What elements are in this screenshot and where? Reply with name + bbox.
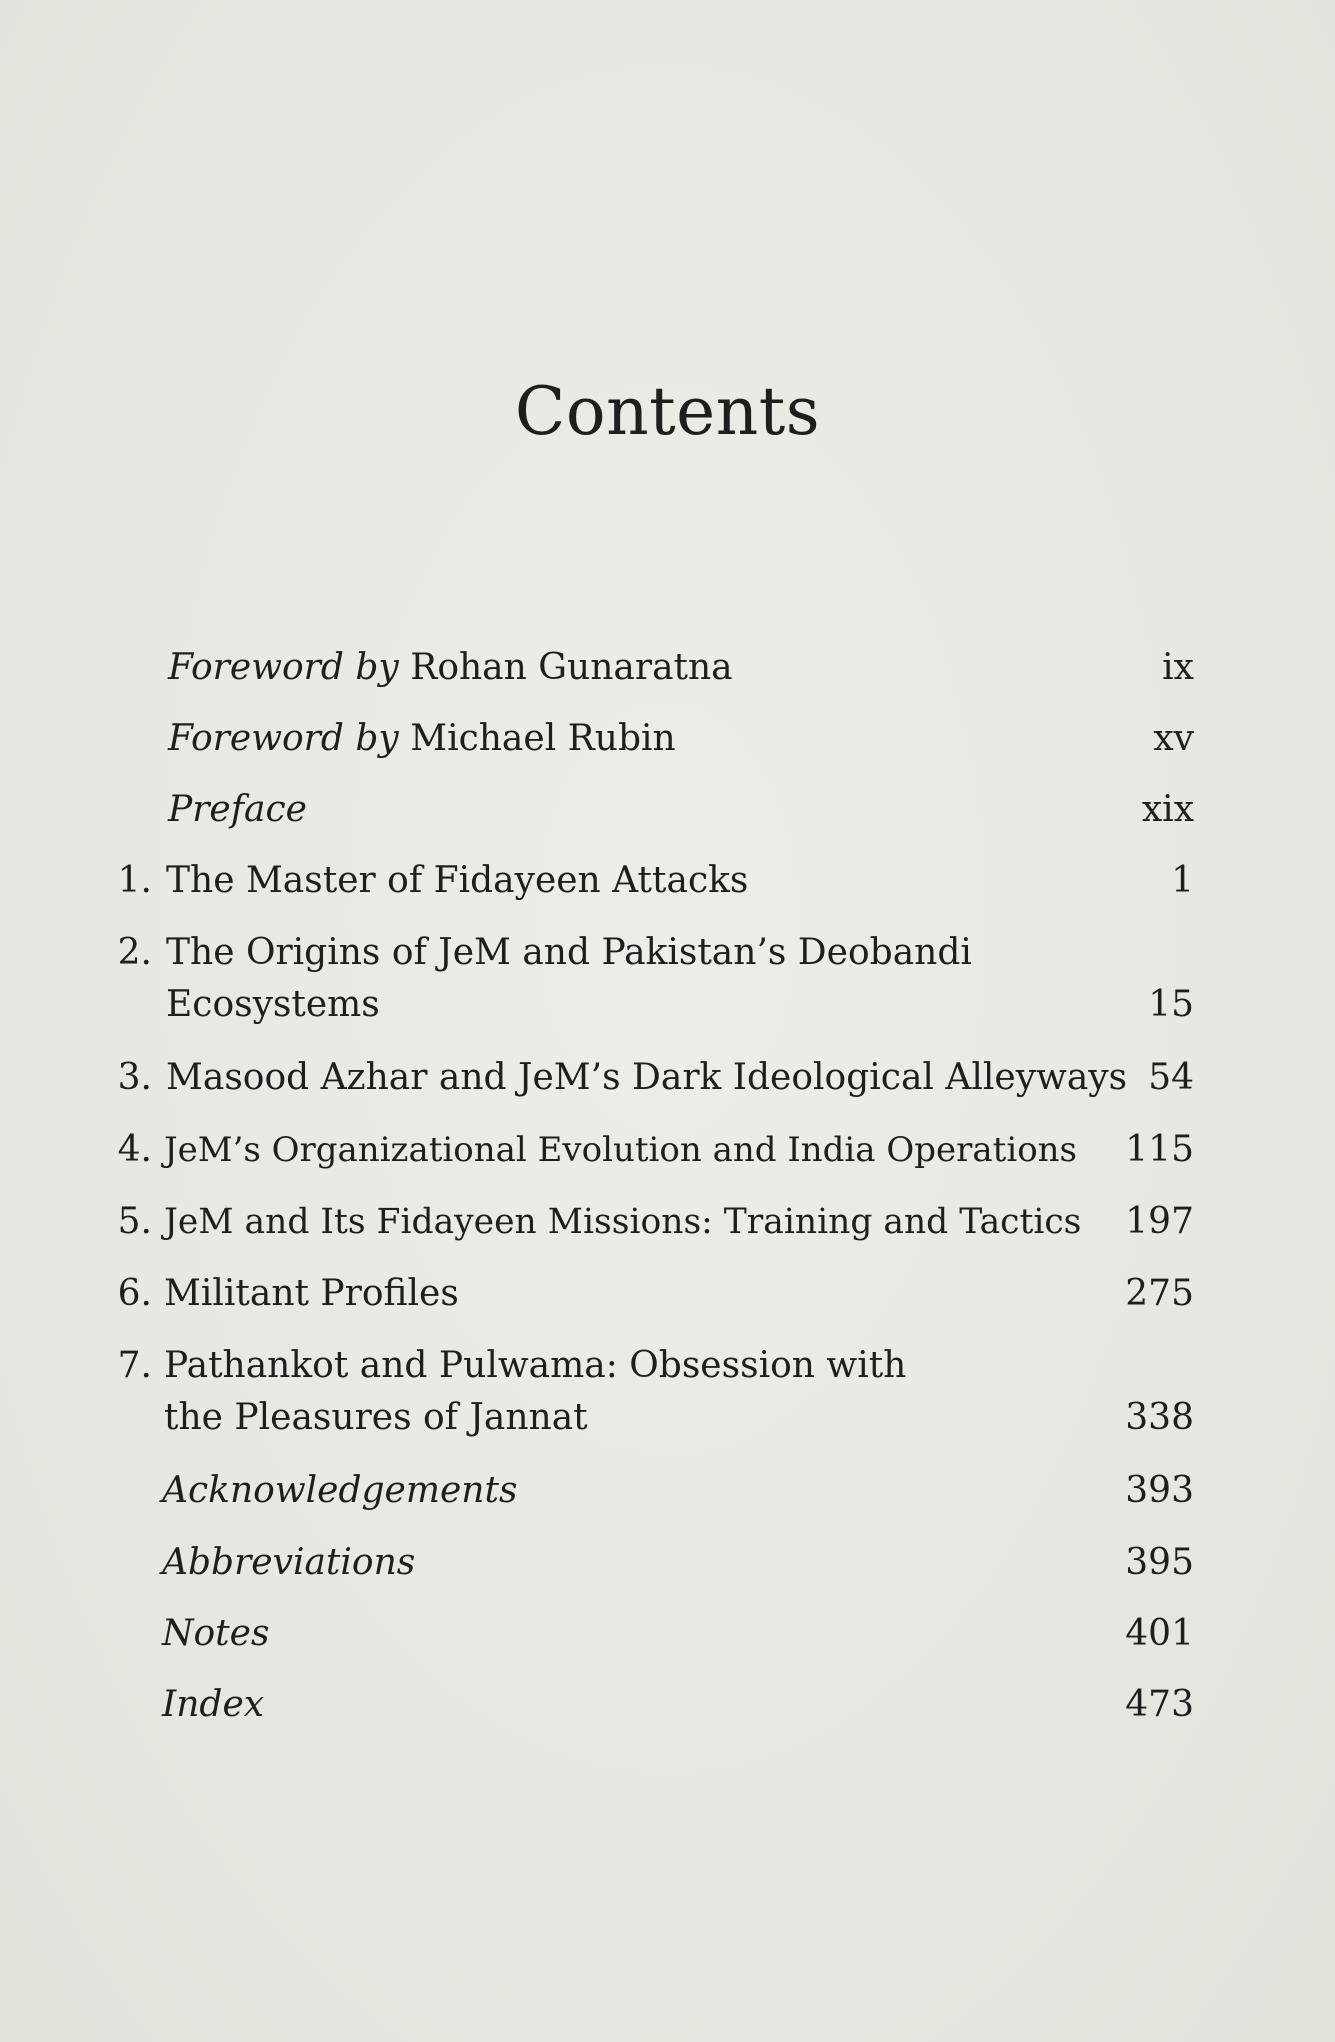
toc-entry-title: Militant Profiles xyxy=(164,1273,459,1314)
toc-entry-page: 338 xyxy=(1125,1397,1194,1438)
toc-entry-page: xix xyxy=(1141,789,1194,830)
toc-entry-title-continued: the Pleasures of Jannat xyxy=(164,1397,588,1438)
toc-entry-title: Pathankot and Pulwama: Obsession with xyxy=(164,1345,907,1386)
toc-entry-page: 395 xyxy=(1125,1542,1194,1583)
toc-entry-chapter-2[interactable] xyxy=(0,927,1335,1031)
toc-entry-page: 115 xyxy=(1125,1129,1194,1170)
chapter-number: 7. xyxy=(117,1345,152,1386)
toc-entry-page: xv xyxy=(1153,718,1194,759)
toc-entry-page: 54 xyxy=(1148,1057,1194,1098)
toc-entry-title: The Master of Fidayeen Attacks xyxy=(166,860,749,901)
chapter-number: 4. xyxy=(117,1129,152,1170)
toc-entry-page: 275 xyxy=(1125,1273,1194,1314)
toc-entry-page: 1 xyxy=(1171,860,1194,901)
toc-entry-chapter-7[interactable] xyxy=(0,1340,1335,1444)
toc-entry-page: 473 xyxy=(1125,1684,1194,1725)
toc-entry-title: Index xyxy=(162,1684,265,1725)
page-title: Contents xyxy=(514,373,821,450)
toc-entry-title: Abbreviations xyxy=(162,1542,416,1583)
toc-entry-page: 15 xyxy=(1148,984,1194,1025)
chapter-number: 5. xyxy=(117,1201,152,1242)
toc-entry-title: The Origins of JeM and Pakistan’s Deobandi xyxy=(166,932,972,973)
toc-entry-title: Acknowledgements xyxy=(162,1470,518,1511)
toc-entry-page: 401 xyxy=(1125,1613,1194,1654)
toc-entry-page: 197 xyxy=(1125,1201,1194,1242)
chapter-number: 2. xyxy=(117,932,152,973)
chapter-number: 6. xyxy=(117,1273,152,1314)
toc-entry-title: JeM and Its Fidayeen Missions: Training and Tactics xyxy=(164,1202,1082,1242)
toc-entry-page: ix xyxy=(1162,647,1194,688)
toc-entry-page: 393 xyxy=(1125,1470,1194,1511)
toc-entry-title: Preface xyxy=(168,789,307,830)
toc-entry-title: Foreword by Michael Rubin xyxy=(168,718,676,759)
toc-entry-title: JeM’s Organizational Evolution and India Operations xyxy=(164,1130,1078,1170)
chapter-number: 1. xyxy=(117,860,152,901)
toc-entry-title: Masood Azhar and JeM’s Dark Ideological Alleyways xyxy=(166,1057,1128,1098)
toc-entry-title-continued: Ecosystems xyxy=(166,984,380,1025)
chapter-number: 3. xyxy=(117,1057,152,1098)
toc-entry-title: Foreword by Rohan Gunaratna xyxy=(168,647,733,688)
toc-entry-title: Notes xyxy=(162,1613,270,1654)
